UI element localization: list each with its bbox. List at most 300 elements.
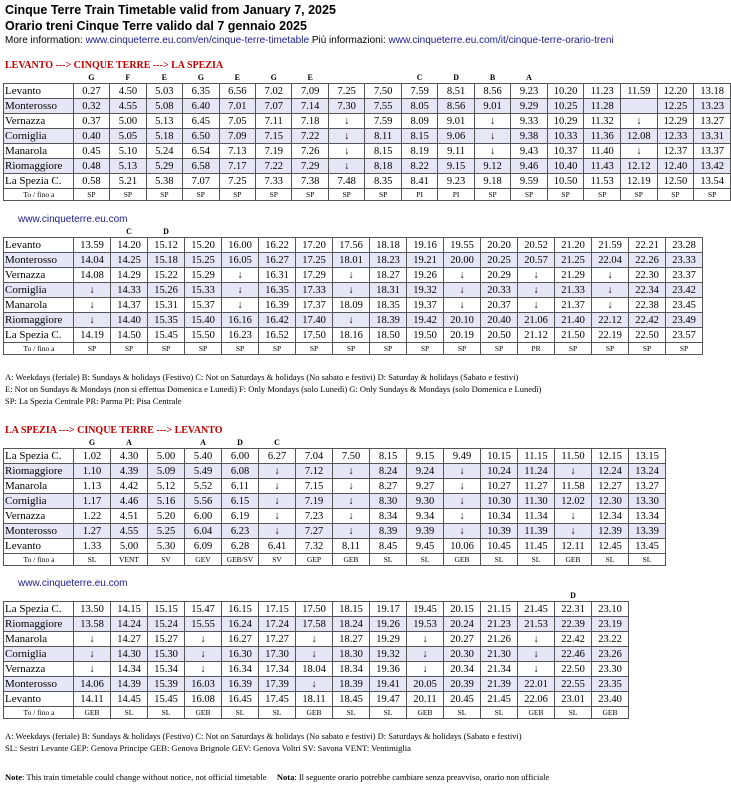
departure-time: 14.20 <box>111 238 148 253</box>
station-name: Riomaggiore <box>4 464 74 479</box>
departure-time: 11.34 <box>518 509 555 524</box>
departure-time: 15.39 <box>148 677 185 692</box>
departure-time: 18.34 <box>333 662 370 677</box>
destination-code: SP <box>621 189 658 201</box>
departure-time: 0.40 <box>73 129 109 144</box>
destination-code: SP <box>511 189 547 201</box>
departure-time: 0.48 <box>73 159 109 174</box>
table-row <box>4 539 666 554</box>
service-code <box>555 438 592 449</box>
departure-time: 8.22 <box>401 159 437 174</box>
departure-time: 14.15 <box>111 602 148 617</box>
departure-time: 4.51 <box>111 509 148 524</box>
departure-time: ↓ <box>185 647 222 662</box>
destination-code: SP <box>185 343 222 355</box>
departure-time: 16.27 <box>259 253 296 268</box>
destination-code: GEB <box>185 707 222 719</box>
destination-code: SV <box>148 554 185 566</box>
departure-time: 16.08 <box>185 692 222 707</box>
departure-time: 21.34 <box>481 662 518 677</box>
departure-time: 12.29 <box>657 114 694 129</box>
service-code <box>148 591 185 602</box>
departure-time: 22.21 <box>629 238 666 253</box>
departure-time: 6.27 <box>259 449 296 464</box>
departure-time: 14.25 <box>111 253 148 268</box>
departure-time: 16.39 <box>222 677 259 692</box>
service-code <box>555 227 592 238</box>
departure-time: 7.33 <box>256 174 292 189</box>
departure-time: 7.04 <box>296 449 333 464</box>
departure-time: 6.23 <box>222 524 259 539</box>
station-name: Monterosso <box>4 99 74 114</box>
departure-time: 14.45 <box>111 692 148 707</box>
departure-time: 14.04 <box>74 253 111 268</box>
departure-time: 10.50 <box>547 174 584 189</box>
station-name: Corniglia <box>4 283 74 298</box>
service-code <box>518 438 555 449</box>
service-code <box>629 438 666 449</box>
departure-time: ↓ <box>474 114 510 129</box>
departure-time: 7.17 <box>219 159 255 174</box>
departure-time: 7.12 <box>296 464 333 479</box>
departure-time: 8.41 <box>401 174 437 189</box>
service-code <box>259 227 296 238</box>
departure-time: 1.13 <box>74 479 111 494</box>
departure-time: 0.45 <box>73 144 109 159</box>
departure-time: 20.45 <box>444 692 481 707</box>
departure-time: ↓ <box>222 298 259 313</box>
departure-time: 7.27 <box>296 524 333 539</box>
departure-time: 17.30 <box>259 647 296 662</box>
table-row <box>4 174 731 189</box>
station-name: Riomaggiore <box>4 313 74 328</box>
departure-time: 5.20 <box>148 509 185 524</box>
departure-time: 10.20 <box>547 84 584 99</box>
departure-time: 22.42 <box>555 632 592 647</box>
departure-time: 15.33 <box>185 283 222 298</box>
departure-time: 7.19 <box>296 494 333 509</box>
destination-code: SP <box>584 189 621 201</box>
departure-time: 5.24 <box>146 144 182 159</box>
departure-time: 7.38 <box>292 174 328 189</box>
departure-time: 9.27 <box>407 479 444 494</box>
departure-time: 15.47 <box>185 602 222 617</box>
departure-time: 7.14 <box>292 99 328 114</box>
departure-time: ↓ <box>74 647 111 662</box>
departure-time: 12.24 <box>592 464 629 479</box>
departure-time: 12.15 <box>592 449 629 464</box>
site-url-link[interactable]: www.cinqueterre.eu.com <box>18 578 128 589</box>
destination-label: To / fino a <box>4 189 74 201</box>
departure-time: 8.34 <box>370 509 407 524</box>
departure-time: 4.39 <box>111 464 148 479</box>
destination-code: SP <box>146 189 182 201</box>
departure-time: 18.50 <box>370 328 407 343</box>
destination-code: SP <box>256 189 292 201</box>
legend-line: E: Not on Sundays & Mondays (non si effettua Domenica e Lunedì) F: Only Mondays (solo Lunedì) G: Only Sundays & Mondays (solo Domenica e Lunedì) <box>5 384 542 394</box>
title-it: Orario treni Cinque Terre valido dal 7 gennaio 2025 <box>5 19 307 33</box>
departure-time: 6.04 <box>185 524 222 539</box>
departure-time: 1.33 <box>74 539 111 554</box>
destination-code: SL <box>444 707 481 719</box>
station-name: Vernazza <box>4 509 74 524</box>
departure-time: ↓ <box>407 662 444 677</box>
destination-code: GEP <box>296 554 333 566</box>
departure-time: 4.30 <box>111 449 148 464</box>
departure-time: 9.11 <box>438 144 474 159</box>
table-row <box>4 114 731 129</box>
departure-time: 9.46 <box>511 159 547 174</box>
destination-code: SP <box>111 343 148 355</box>
departure-time: ↓ <box>518 662 555 677</box>
departure-time: 12.27 <box>592 479 629 494</box>
departure-time: ↓ <box>333 494 370 509</box>
service-code <box>444 438 481 449</box>
departure-time: 14.11 <box>74 692 111 707</box>
departure-time: ↓ <box>518 647 555 662</box>
departure-time: 15.18 <box>148 253 185 268</box>
service-code <box>222 227 259 238</box>
table-row <box>4 298 703 313</box>
legend-line: A: Weekdays (feriale) B: Sundays & holidays (Festivo) C: Not on Saturdays & holidays (No sabato e festivi) D: Saturdays & holidays (Sabato e festivi) <box>5 731 522 741</box>
service-code <box>148 438 185 449</box>
departure-time: 18.24 <box>333 617 370 632</box>
station-name: Levanto <box>4 692 74 707</box>
departure-time: 8.39 <box>370 524 407 539</box>
departure-time: 1.02 <box>74 449 111 464</box>
departure-time: 16.24 <box>222 617 259 632</box>
departure-time: 11.59 <box>621 84 658 99</box>
table-row <box>4 84 731 99</box>
departure-time: 18.31 <box>370 283 407 298</box>
destination-code: SP <box>474 189 510 201</box>
departure-time: 21.26 <box>481 632 518 647</box>
departure-time: 5.00 <box>111 539 148 554</box>
destination-code: GEB <box>444 554 481 566</box>
service-code <box>365 73 401 84</box>
departure-time: 19.32 <box>407 283 444 298</box>
service-code: C <box>416 73 423 82</box>
departure-time: 7.18 <box>292 114 328 129</box>
departure-time: 16.39 <box>259 298 296 313</box>
service-code <box>185 591 222 602</box>
departure-time: 19.36 <box>370 662 407 677</box>
departure-time: 19.21 <box>407 253 444 268</box>
service-code <box>370 591 407 602</box>
service-code <box>621 73 658 84</box>
destination-code: SV <box>259 554 296 566</box>
departure-time: 11.32 <box>584 114 621 129</box>
departure-time: 7.30 <box>328 99 364 114</box>
departure-time: 19.55 <box>444 238 481 253</box>
departure-time: 23.37 <box>666 268 703 283</box>
departure-time: 20.25 <box>481 253 518 268</box>
departure-time: ↓ <box>333 268 370 283</box>
departure-time: 19.17 <box>370 602 407 617</box>
destination-code: SL <box>74 554 111 566</box>
departure-time: ↓ <box>518 298 555 313</box>
destination-code: SP <box>481 343 518 355</box>
departure-time: 17.25 <box>296 253 333 268</box>
note-text-it: : Il seguente orario potrebbe cambiare senza preavviso, orario non ufficiale <box>294 772 550 782</box>
service-code: G <box>197 73 204 82</box>
departure-time: 5.40 <box>185 449 222 464</box>
departure-time: ↓ <box>621 144 658 159</box>
departure-time: 4.42 <box>111 479 148 494</box>
more-info-line <box>5 34 731 48</box>
destination-code: SP <box>694 189 731 201</box>
destination-code: SP <box>222 343 259 355</box>
departure-time: 5.10 <box>110 144 146 159</box>
departure-time: 7.07 <box>256 99 292 114</box>
departure-time: 9.30 <box>407 494 444 509</box>
table-row <box>4 509 666 524</box>
departure-time: 21.33 <box>555 283 592 298</box>
departure-time: 23.42 <box>666 283 703 298</box>
departure-time: 22.04 <box>592 253 629 268</box>
destination-code: SL <box>481 707 518 719</box>
departure-time: 15.12 <box>148 238 185 253</box>
site-url-link[interactable]: www.cinqueterre.eu.com <box>18 214 128 225</box>
departure-time: 7.23 <box>296 509 333 524</box>
destination-code: SP <box>444 343 481 355</box>
departure-time: 19.32 <box>370 647 407 662</box>
departure-time: 14.40 <box>111 313 148 328</box>
table-row <box>4 253 703 268</box>
departure-time: 9.49 <box>444 449 481 464</box>
departure-time: 1.10 <box>74 464 111 479</box>
departure-time: 13.15 <box>629 449 666 464</box>
northbound-title: LA SPEZIA ---> CINQUE TERRE ---> LEVANTO <box>5 425 223 436</box>
departure-time: 21.06 <box>518 313 555 328</box>
departure-time: 22.50 <box>555 662 592 677</box>
departure-time: 9.38 <box>511 129 547 144</box>
destination-code: SP <box>148 343 185 355</box>
departure-time: 20.34 <box>444 662 481 677</box>
departure-time: 17.40 <box>296 313 333 328</box>
departure-time: 16.34 <box>222 662 259 677</box>
departure-time: 19.45 <box>407 602 444 617</box>
departure-time: ↓ <box>259 509 296 524</box>
departure-time: 20.11 <box>407 692 444 707</box>
departure-time: 8.56 <box>438 99 474 114</box>
departure-time: 9.06 <box>438 129 474 144</box>
departure-time: 11.45 <box>518 539 555 554</box>
service-code: G <box>88 73 95 82</box>
more-info-label: More information: <box>5 35 83 46</box>
departure-time: 4.46 <box>111 494 148 509</box>
service-code: E <box>161 73 168 82</box>
departure-time: 18.27 <box>370 268 407 283</box>
departure-time: ↓ <box>296 632 333 647</box>
destination-code: SL <box>518 554 555 566</box>
departure-time: 22.42 <box>629 313 666 328</box>
departure-time: 11.43 <box>584 159 621 174</box>
departure-time: 19.26 <box>407 268 444 283</box>
service-code <box>666 227 703 238</box>
departure-time: 13.54 <box>694 174 731 189</box>
departure-time: 17.58 <box>296 617 333 632</box>
departure-time: 23.33 <box>666 253 703 268</box>
service-code <box>370 438 407 449</box>
destination-code: SP <box>333 343 370 355</box>
departure-time: 8.15 <box>365 144 401 159</box>
destination-code: SL <box>370 707 407 719</box>
departure-time: 18.45 <box>333 692 370 707</box>
departure-time: ↓ <box>444 268 481 283</box>
departure-time: 5.56 <box>185 494 222 509</box>
departure-time: 21.37 <box>555 298 592 313</box>
destination-code: SP <box>296 343 333 355</box>
service-code <box>333 438 370 449</box>
destination-code: GEB/SV <box>222 554 259 566</box>
station-name: Manarola <box>4 632 74 647</box>
destination-label: To / fino a <box>4 554 74 566</box>
departure-time: 9.43 <box>511 144 547 159</box>
station-name: Corniglia <box>4 494 74 509</box>
departure-time: 23.30 <box>592 662 629 677</box>
departure-time: 7.01 <box>219 99 255 114</box>
departure-time: 6.40 <box>183 99 219 114</box>
departure-time: 18.30 <box>333 647 370 662</box>
table-row <box>4 449 666 464</box>
table-row <box>4 632 629 647</box>
station-name: Monterosso <box>4 677 74 692</box>
departure-time: 21.39 <box>481 677 518 692</box>
service-code <box>333 591 370 602</box>
departure-time: 9.33 <box>511 114 547 129</box>
destination-code: SP <box>629 343 666 355</box>
departure-time: ↓ <box>555 509 592 524</box>
departure-time: 13.27 <box>629 479 666 494</box>
service-code <box>657 73 694 84</box>
station-name: Manarola <box>4 144 74 159</box>
departure-time: 22.12 <box>592 313 629 328</box>
departure-time: 6.08 <box>222 464 259 479</box>
departure-time: 7.59 <box>401 84 437 99</box>
departure-time: 21.15 <box>481 602 518 617</box>
departure-time: ↓ <box>444 509 481 524</box>
departure-time: 10.39 <box>481 524 518 539</box>
departure-time: 1.27 <box>74 524 111 539</box>
service-code: C <box>126 227 132 236</box>
departure-time: 17.50 <box>296 328 333 343</box>
departure-time: 0.32 <box>73 99 109 114</box>
destination-code: SL <box>222 707 259 719</box>
departure-time: 20.05 <box>407 677 444 692</box>
departure-time: 13.50 <box>74 602 111 617</box>
departure-time: 15.31 <box>148 298 185 313</box>
departure-time: 8.15 <box>370 449 407 464</box>
departure-time: 16.45 <box>222 692 259 707</box>
departure-time: 17.50 <box>296 602 333 617</box>
departure-time: 18.39 <box>370 313 407 328</box>
departure-time: 12.20 <box>657 84 694 99</box>
station-name: Levanto <box>4 84 74 99</box>
departure-time: 0.27 <box>73 84 109 99</box>
departure-time: ↓ <box>407 647 444 662</box>
departure-time: 7.55 <box>365 99 401 114</box>
destination-code: SP <box>73 189 109 201</box>
station-name: La Spezia C. <box>4 449 74 464</box>
note-label-it: Nota <box>276 772 295 782</box>
departure-time: 21.53 <box>518 617 555 632</box>
departure-time: 20.27 <box>444 632 481 647</box>
departure-time: 12.19 <box>621 174 658 189</box>
departure-time: 7.50 <box>333 449 370 464</box>
note-text-en: : This train timetable could change without notice, not official timetable <box>22 772 267 782</box>
destination-code: SP <box>292 189 328 201</box>
departure-time: 22.55 <box>555 677 592 692</box>
destination-code: GEB <box>518 707 555 719</box>
departure-time: 10.45 <box>481 539 518 554</box>
departure-time: 8.05 <box>401 99 437 114</box>
departure-time: 8.51 <box>438 84 474 99</box>
departure-time: 7.11 <box>256 114 292 129</box>
departure-time: 19.37 <box>407 298 444 313</box>
legend-line: SP: La Spezia Centrale PR: Parma PI: Pisa Centrale <box>5 396 182 406</box>
link-timetable-en[interactable]: www.cinqueterre.eu.com/en/cinque-terre-timetable <box>85 35 310 46</box>
table-row <box>4 617 629 632</box>
station-name: Riomaggiore <box>4 617 74 632</box>
departure-time: ↓ <box>444 464 481 479</box>
destination-code: SP <box>657 189 694 201</box>
service-code <box>584 73 621 84</box>
departure-time: 11.23 <box>584 84 621 99</box>
service-code: A <box>526 73 532 82</box>
departure-time: 14.19 <box>74 328 111 343</box>
service-code <box>518 591 555 602</box>
departure-time: 16.30 <box>222 647 259 662</box>
departure-time: 23.10 <box>592 602 629 617</box>
service-code <box>74 227 111 238</box>
departure-time: 11.24 <box>518 464 555 479</box>
service-code: B <box>489 73 496 82</box>
departure-time: 16.52 <box>259 328 296 343</box>
departure-time: 5.03 <box>146 84 182 99</box>
departure-time: ↓ <box>74 662 111 677</box>
departure-time: 20.40 <box>481 313 518 328</box>
departure-time: 6.56 <box>219 84 255 99</box>
service-code <box>111 591 148 602</box>
departure-time: ↓ <box>333 464 370 479</box>
departure-time: 13.18 <box>694 84 731 99</box>
departure-time: 17.24 <box>259 617 296 632</box>
departure-time: 23.35 <box>592 677 629 692</box>
service-code: A <box>200 438 206 447</box>
departure-time: ↓ <box>444 479 481 494</box>
link-timetable-it[interactable]: www.cinqueterre.eu.com/it/cinque-terre-orario-treni <box>388 35 614 46</box>
departure-time: 19.50 <box>407 328 444 343</box>
departure-time: 12.37 <box>657 144 694 159</box>
departure-time: 15.22 <box>148 268 185 283</box>
service-code: G <box>88 438 96 447</box>
departure-time: 14.27 <box>111 632 148 647</box>
departure-time: 11.39 <box>518 524 555 539</box>
departure-time: 20.37 <box>481 298 518 313</box>
departure-time: 19.29 <box>370 632 407 647</box>
departure-time: 21.59 <box>592 238 629 253</box>
departure-time: 8.35 <box>365 174 401 189</box>
departure-time: 18.35 <box>370 298 407 313</box>
service-code <box>370 227 407 238</box>
departure-time: 9.29 <box>511 99 547 114</box>
destination-label: To / fino a <box>4 343 74 355</box>
southbound-title: LEVANTO ---> CINQUE TERRE ---> LA SPEZIA <box>5 60 224 71</box>
departure-time: 22.01 <box>518 677 555 692</box>
destination-code: SL <box>259 707 296 719</box>
departure-time: 5.49 <box>185 464 222 479</box>
